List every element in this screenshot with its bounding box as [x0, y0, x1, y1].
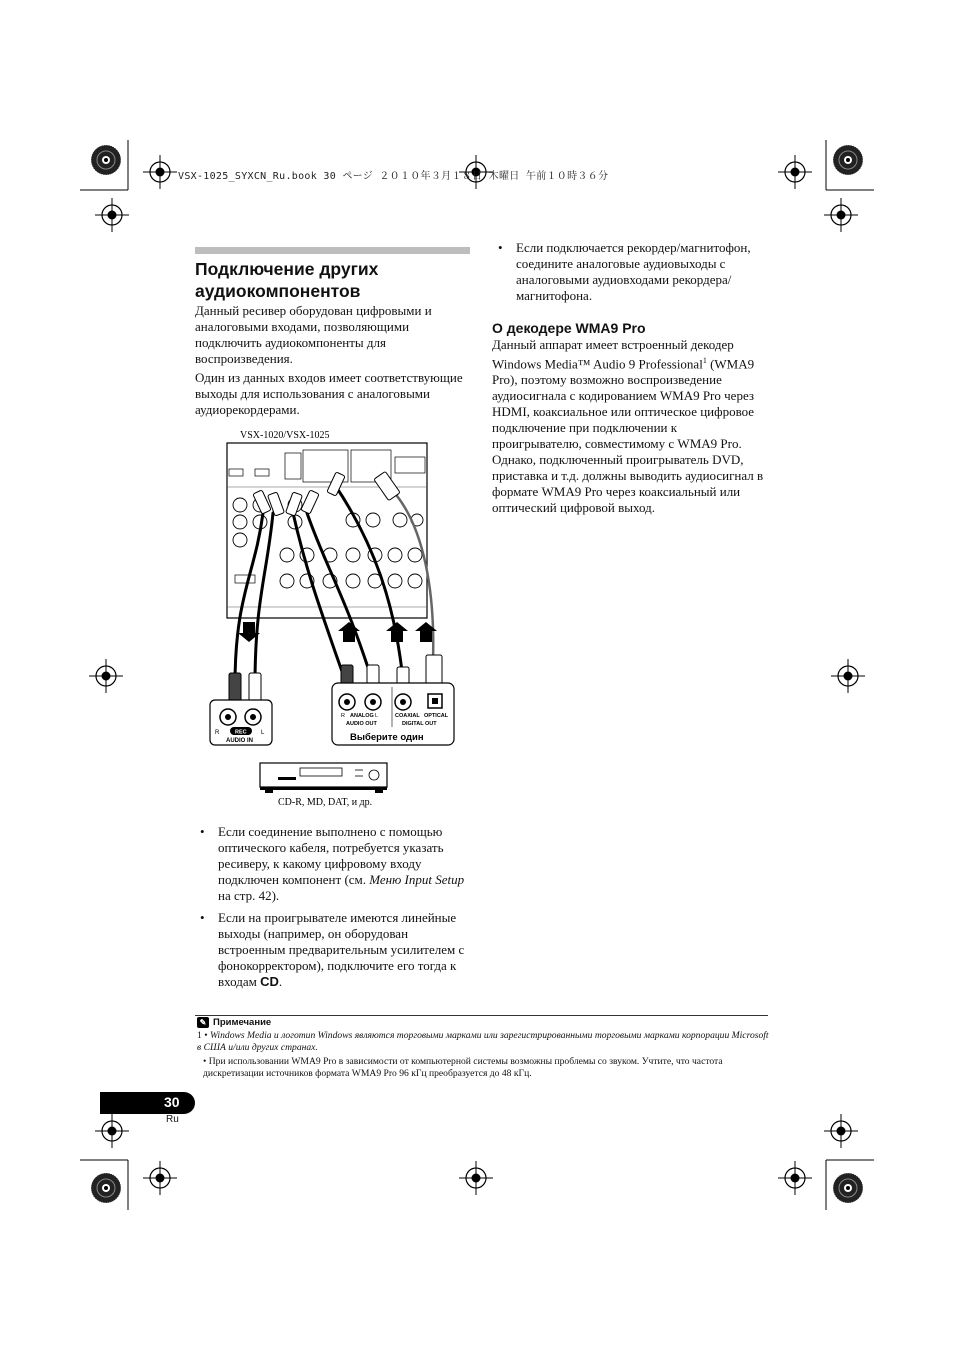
crosshair-mark [778, 155, 812, 189]
crosshair-mark [143, 1161, 177, 1195]
analog-label: ANALOG [350, 713, 374, 719]
model-label: VSX-1020/VSX-1025 [240, 430, 330, 441]
crosshair-mark [824, 1114, 858, 1148]
crosshair-mark [824, 198, 858, 232]
page-number-tab [100, 1092, 195, 1114]
section-title: Подключение других аудиокомпонентов [195, 259, 379, 301]
target-mark-top-left [91, 145, 121, 175]
note-divider [195, 1015, 768, 1016]
audio-in-label: AUDIO IN [226, 738, 253, 744]
note-pencil-icon: ✎ [197, 1017, 209, 1028]
crosshair-mark [143, 155, 177, 189]
rec-badge: REC [235, 729, 247, 736]
crosshair-mark [778, 1161, 812, 1195]
wma-paragraph: Данный аппарат имеет встроенный декодер Windows Media™ Audio 9 Professional$^1$ (WMA9 Pro), поэтому возможно воспроизведение аудиосигнала с кодированием WMA9 Pro через HDMI, коаксиальное или оптическое цифровое подключение при подключении к проигрывателю, совместимому с WMA9 Pro. Однако, подключенный проигрыватель DVD, приставка и т.д. должны выводить аудиосигнал в формате WMA9 Pro через коаксиальный или оптический цифровой выход. [492, 337, 764, 516]
digital-out-label: DIGITAL OUT [402, 721, 437, 727]
crosshair-mark [459, 1161, 493, 1195]
target-mark-top-right [833, 145, 863, 175]
crosshair-mark [831, 659, 865, 693]
print-file-header: VSX-1025_SYXCN_Ru.book 30 ページ ２０１０年３月１８日 木曜日 午前１０時３６分 [178, 171, 609, 182]
rec-l-label: L [261, 730, 265, 736]
wma-section-title: О декодере WMA9 Pro [492, 320, 646, 336]
right-bullet-list [494, 240, 770, 310]
rec-r-label: R [215, 730, 220, 736]
analog-r-label: R [341, 713, 345, 719]
bullet-optical-cable: • Если соединение выполнено с помощью оптического кабеля, потребуется указать ресиверу, к какому цифровому входу подключен компонент (см. Меню Input Setup на стр. 42). [196, 824, 472, 904]
note-line-1: 1 • Windows Media и логотип Windows являются торговыми марками или зарегистрированными торговыми марками корпорации Microsoft в США и/или других странах. [197, 1030, 769, 1053]
crosshair-mark [95, 1114, 129, 1148]
recorder-device-icon [260, 763, 387, 793]
recorder-device-label: CD-R, MD, DAT, и др. [278, 797, 373, 808]
target-mark-bottom-right [833, 1173, 863, 1203]
note-line-2: • При использовании WMA9 Pro в зависимости от компьютерной системы возможны проблемы со звуком. Учтите, что частота дискретизации источников формата WMA9 Pro 96 кГц преобразуется до 48 кГц. [203, 1056, 723, 1079]
page-language: Ru [166, 1114, 179, 1125]
analog-l-label: L [375, 713, 379, 719]
page-number: 30 [164, 1094, 180, 1110]
crosshair-mark [89, 659, 123, 693]
crosshair-mark [95, 198, 129, 232]
choose-one-label: Выберите один [350, 732, 424, 743]
audio-out-label: AUDIO OUT [346, 721, 377, 727]
recorder-paragraph: Один из данных входов имеет соответствующие выходы для использования с аналоговыми аудиорекордерами. [195, 370, 463, 417]
bullet-recorder: • Если подключается рекордер/магнитофон, соедините аналоговые аудиовыходы с аналоговыми аудиовходами рекордера/магнитофона. [494, 240, 770, 304]
bullet-line-outputs: • Если на проигрывателе имеются линейные выходы (например, он оборудован встроенным предварительным усилителем с фонокорректором), подключите его тогда к входам CD. [196, 910, 472, 990]
note-heading: ✎ Примечание [197, 1017, 271, 1028]
connection-diagram [195, 425, 470, 815]
signal-direction-arrows [238, 622, 437, 642]
optical-label: OPTICAL [424, 713, 449, 719]
coaxial-label: COAXIAL [395, 713, 420, 719]
receiver-back-panel [227, 443, 427, 618]
intro-paragraph: Данный ресивер оборудован цифровыми и аналоговыми входами, позволяющими подключить аудиокомпоненты для воспроизведения. [195, 303, 432, 366]
section-title-bar [195, 247, 470, 254]
left-bullet-list [196, 824, 472, 996]
target-mark-bottom-left [91, 1173, 121, 1203]
